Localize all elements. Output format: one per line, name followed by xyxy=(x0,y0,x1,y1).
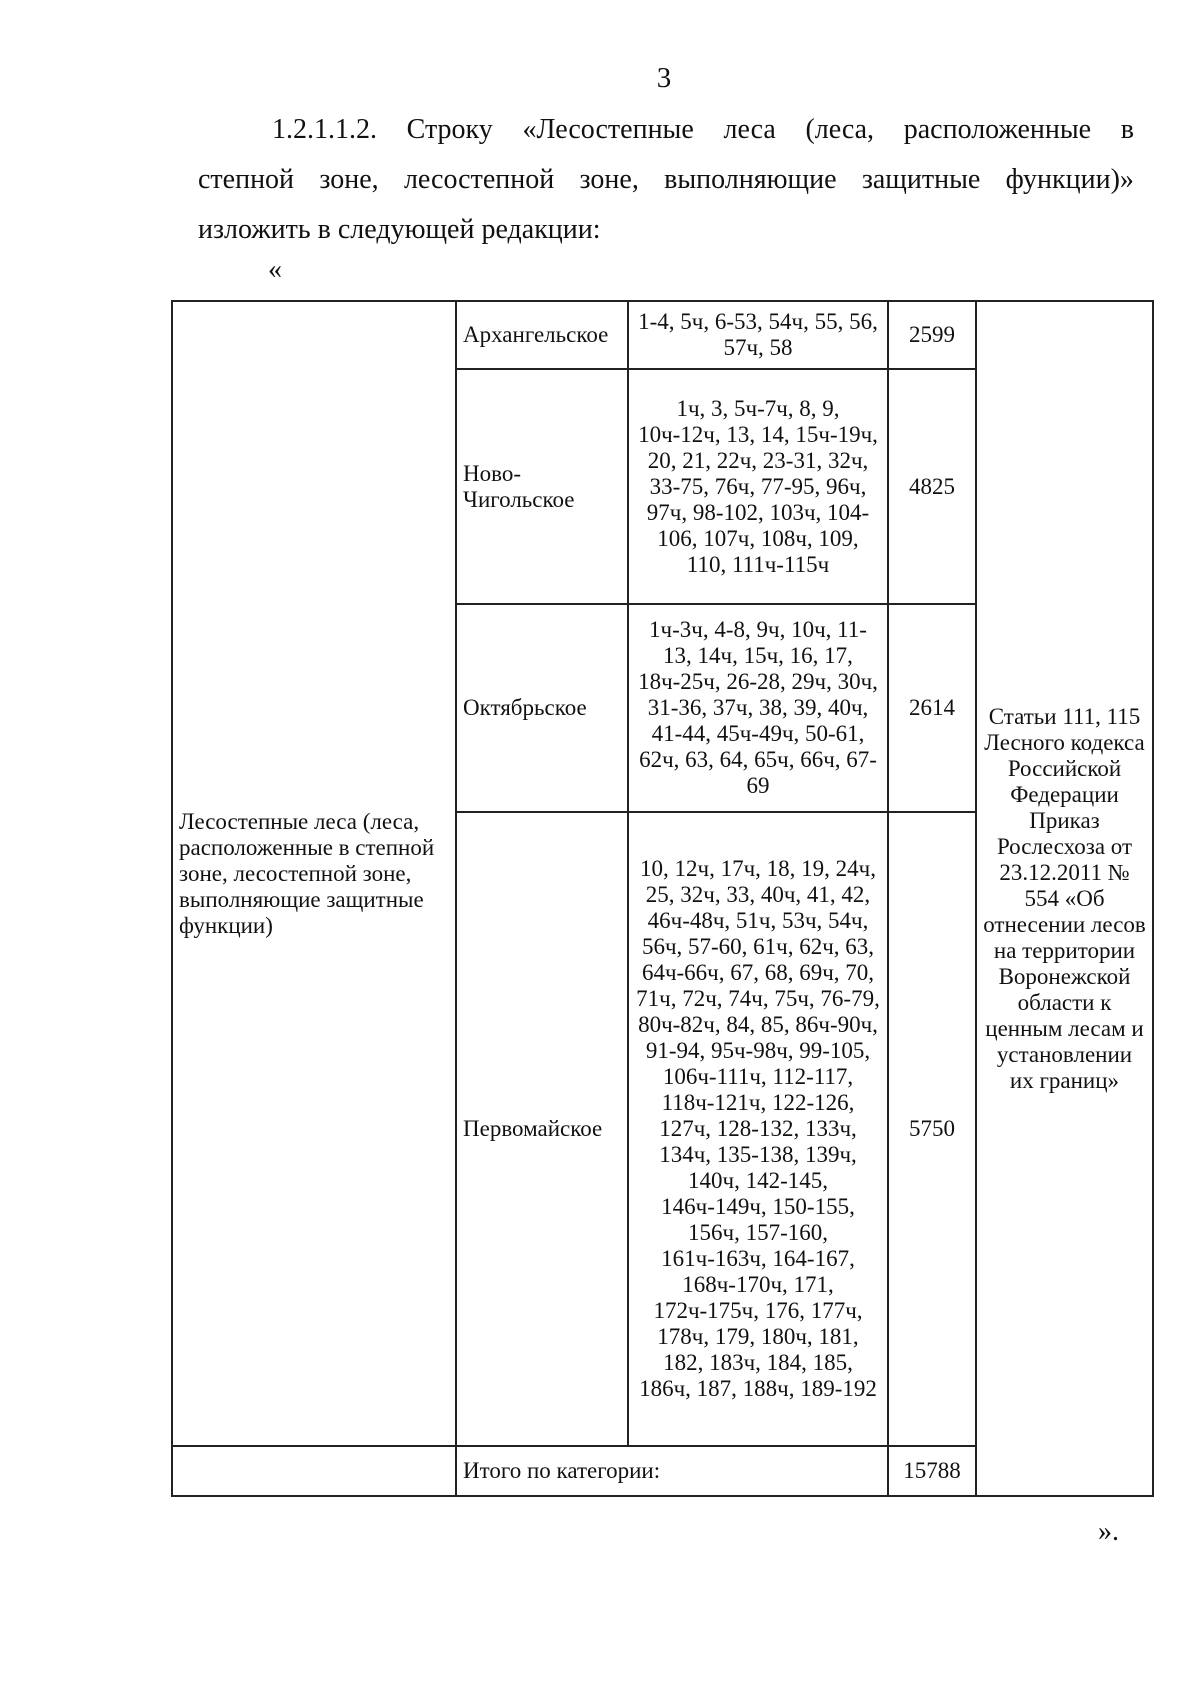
paragraph-line-3: изложить в следующей редакции: xyxy=(198,214,601,245)
forest-category-table xyxy=(171,300,1154,1497)
forestry-name-cell: Архангельское xyxy=(456,301,628,369)
paragraph-word: (леса, xyxy=(805,114,875,145)
paragraph-word: защитные xyxy=(861,164,981,195)
forestry-name-cell: Октябрьское xyxy=(456,604,628,812)
area-cell: 5750 xyxy=(888,812,976,1446)
paragraph-line-1 xyxy=(198,105,1134,155)
area-cell: 4825 xyxy=(888,369,976,604)
area-cell: 2599 xyxy=(888,301,976,369)
paragraph-word: 1.2.1.1.2. xyxy=(272,114,377,145)
total-label-cell: Итого по категории: xyxy=(456,1446,888,1496)
paragraph-line-2 xyxy=(198,155,1134,205)
amendment-paragraph xyxy=(198,105,1134,255)
area-cell: 2614 xyxy=(888,604,976,812)
quarters-cell: 1-4, 5ч, 6-53, 54ч, 55, 56, 57ч, 58 xyxy=(628,301,888,369)
paragraph-word: лесостепной xyxy=(403,164,555,195)
legal-basis-cell: Статьи 111, 115 Лесного кодекса Российской Федерации Приказ Рослесхоза от 23.12.2011 № 554 «Об отнесении лесов на территории Воронежской области к ценным лесам и установлении их границ» xyxy=(976,301,1153,1496)
closing-quote-mark: ». xyxy=(1098,1516,1119,1547)
paragraph-word: выполняющие xyxy=(664,164,837,195)
forest-category-cell: Лесостепные леса (леса, расположенные в степной зоне, лесостепной зоне, выполняющие защитные функции) xyxy=(172,301,456,1446)
quarters-cell: 1ч, 3, 5ч-7ч, 8, 9, 10ч-12ч, 13, 14, 15ч-19ч, 20, 21, 22ч, 23-31, 32ч, 33-75, 76ч, 77-95, 96ч, 97ч, 98-102, 103ч, 104-106, 107ч, 108ч, 109, 110, 111ч-115ч xyxy=(628,369,888,604)
paragraph-word: зоне, xyxy=(319,164,379,195)
paragraph-word: Строку xyxy=(406,114,493,145)
forestry-name-cell: Первомайское xyxy=(456,812,628,1446)
empty-cell xyxy=(172,1446,456,1496)
paragraph-word: степной xyxy=(198,164,295,195)
paragraph-word: леса xyxy=(723,114,776,145)
quarters-cell: 10, 12ч, 17ч, 18, 19, 24ч, 25, 32ч, 33, 40ч, 41, 42, 46ч-48ч, 51ч, 53ч, 54ч, 56ч, 57-60, 61ч, 62ч, 63, 64ч-66ч, 67, 68, 69ч, 70, 71ч, 72ч, 74ч, 75ч, 76-79, 80ч-82ч, 84, 85, 86ч-90ч, 91-94, 95ч-98ч, 99-105, 106ч-111ч, 112-117, 118ч-121ч, 122-126, 127ч, 128-132, 133ч, 134ч, 135-138, 139ч, 140ч, 142-145, 146ч-149ч, 150-155, 156ч, 157-160, 161ч-163ч, 164-167, 168ч-170ч, 171, 172ч-175ч, 176, 177ч, 178ч, 179, 180ч, 181, 182, 183ч, 184, 185, 186ч, 187, 188ч, 189-192 xyxy=(628,812,888,1446)
opening-quote-mark: « xyxy=(268,254,282,285)
paragraph-word: зоне, xyxy=(579,164,639,195)
paragraph-word: расположенные xyxy=(903,114,1092,145)
paragraph-word: в xyxy=(1120,114,1134,145)
page-number: 3 xyxy=(656,62,672,94)
total-value-cell: 15788 xyxy=(888,1446,976,1496)
table-row xyxy=(172,301,1153,369)
paragraph-word: функции)» xyxy=(1005,164,1134,195)
quarters-cell: 1ч-3ч, 4-8, 9ч, 10ч, 11-13, 14ч, 15ч, 16, 17, 18ч-25ч, 26-28, 29ч, 30ч, 31-36, 37ч, 38, 39, 40ч, 41-44, 45ч-49ч, 50-61, 62ч, 63, 64, 65ч, 66ч, 67-69 xyxy=(628,604,888,812)
paragraph-word: «Лесостепные xyxy=(522,114,694,145)
forestry-name-cell: Ново-Чигольское xyxy=(456,369,628,604)
